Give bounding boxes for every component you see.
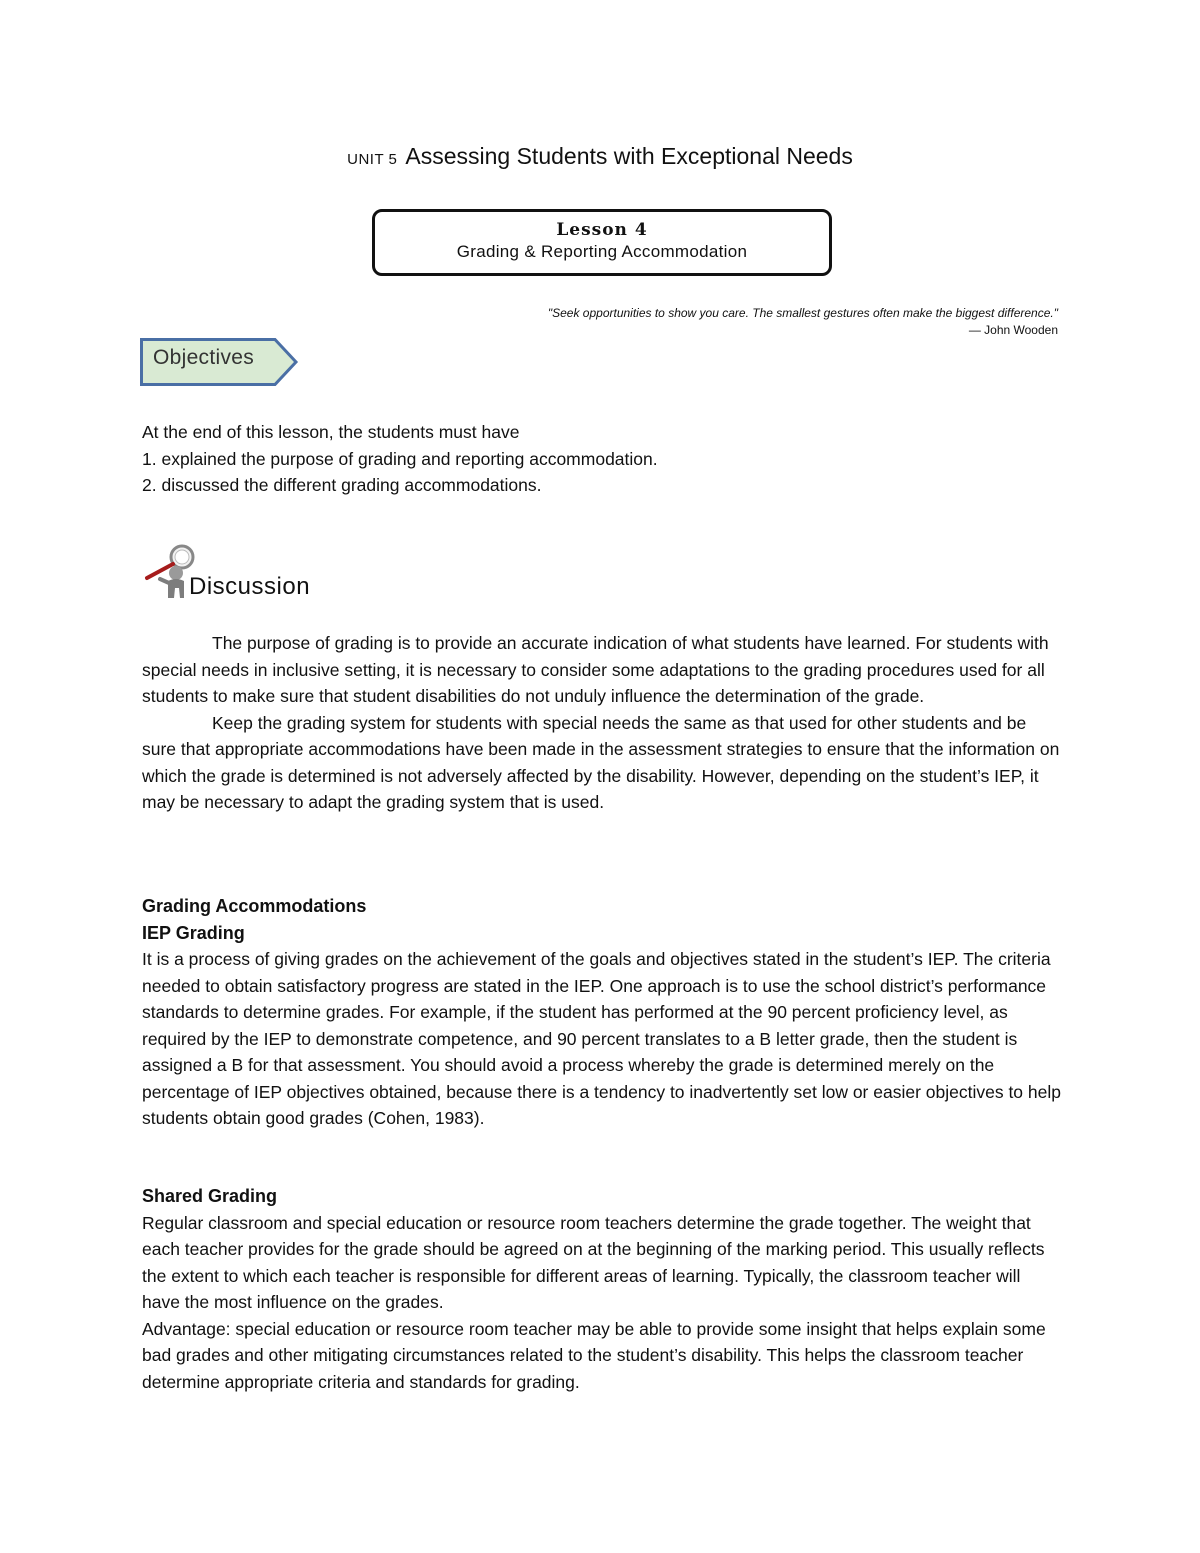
shared-grading-text: Regular classroom and special education or resource room teachers determine the grade together. The weight that each teacher provides for the grade should be agreed on at the beginning of the marking period. This usually reflects the extent to which each teacher is responsible for different areas of learning. Typically, the classroom teacher will have the most influence on the grades. xyxy=(142,1212,1045,1312)
objective-item: 2. discussed the different grading accommodations. xyxy=(142,475,542,495)
discussion-header xyxy=(142,543,442,603)
shared-grading-section xyxy=(142,1183,1062,1395)
objectives-intro: At the end of this lesson, the students must have xyxy=(142,422,520,442)
unit-label: UNIT 5 xyxy=(347,151,398,168)
objectives-tag-label: Objectives xyxy=(153,346,255,369)
shared-grading-heading: Shared Grading xyxy=(142,1186,278,1206)
unit-title xyxy=(0,143,1200,170)
lesson-subtitle: Grading & Reporting Accommodation xyxy=(456,242,748,261)
discussion-paragraph: The purpose of grading is to provide an accurate indication of what students have learned. For students with special needs in inclusive setting, it is necessary to consider some adaptations to the grading procedures used for all students to make sure that student disabilities do not unduly influence the determination of the grade. xyxy=(142,633,1049,706)
iep-grading-text: It is a process of giving grades on the achievement of the goals and objectives stated in the student’s IEP. The criteria needed to obtain satisfactory progress are stated in the IEP. One approach is to use the school district’s performance standards to determine grades. For example, if the student has performed at the 90 percent proficiency level, as required by the IEP to demonstrate competence, and 90 percent translates to a B letter grade, then the student is assigned a B for that assessment. You should avoid a process whereby the grade is determined merely on the percentage of IEP objectives obtained, because there is a tendency to inadvertently set low or easier objectives to help students obtain good grades (Cohen, 1983). xyxy=(142,949,1061,1128)
lesson-number: Lesson 4 xyxy=(556,220,648,240)
unit-title-text: Assessing Students with Exceptional Needs xyxy=(405,143,853,169)
grading-accommodations-section xyxy=(142,893,1062,1132)
shared-grading-advantage: Advantage: special education or resource room teacher may be able to provide some insight that helps explain some bad grades and other mitigating circumstances related to the student’s disability. This helps the classroom teacher determine appropriate criteria and standards for grading. xyxy=(142,1318,1046,1392)
iep-grading-heading: IEP Grading xyxy=(142,922,245,943)
discussion-paragraph: Keep the grading system for students with special needs the same as that used for other students and be sure that appropriate accommodations have been made in the assessment strategies to ensure that the information on which the grade is determined is not adversely affected by the disability. However, depending on the student’s IEP, it may be necessary to adapt the grading system that is used. xyxy=(142,712,1060,812)
grading-accommodations-heading: Grading Accommodations xyxy=(142,896,367,916)
objective-item: 1. explained the purpose of grading and reporting accommodation. xyxy=(142,448,658,469)
quote-text: "Seek opportunities to show you care. The smallest gestures often make the biggest difference." xyxy=(547,306,1058,320)
quote-block xyxy=(358,305,1058,339)
discussion-body xyxy=(142,630,1062,816)
objectives-tag xyxy=(140,338,300,386)
quote-author: ― John Wooden xyxy=(968,323,1058,337)
discussion-title: Discussion xyxy=(189,573,311,600)
lesson-box xyxy=(372,209,832,276)
objectives-list xyxy=(142,419,1062,499)
